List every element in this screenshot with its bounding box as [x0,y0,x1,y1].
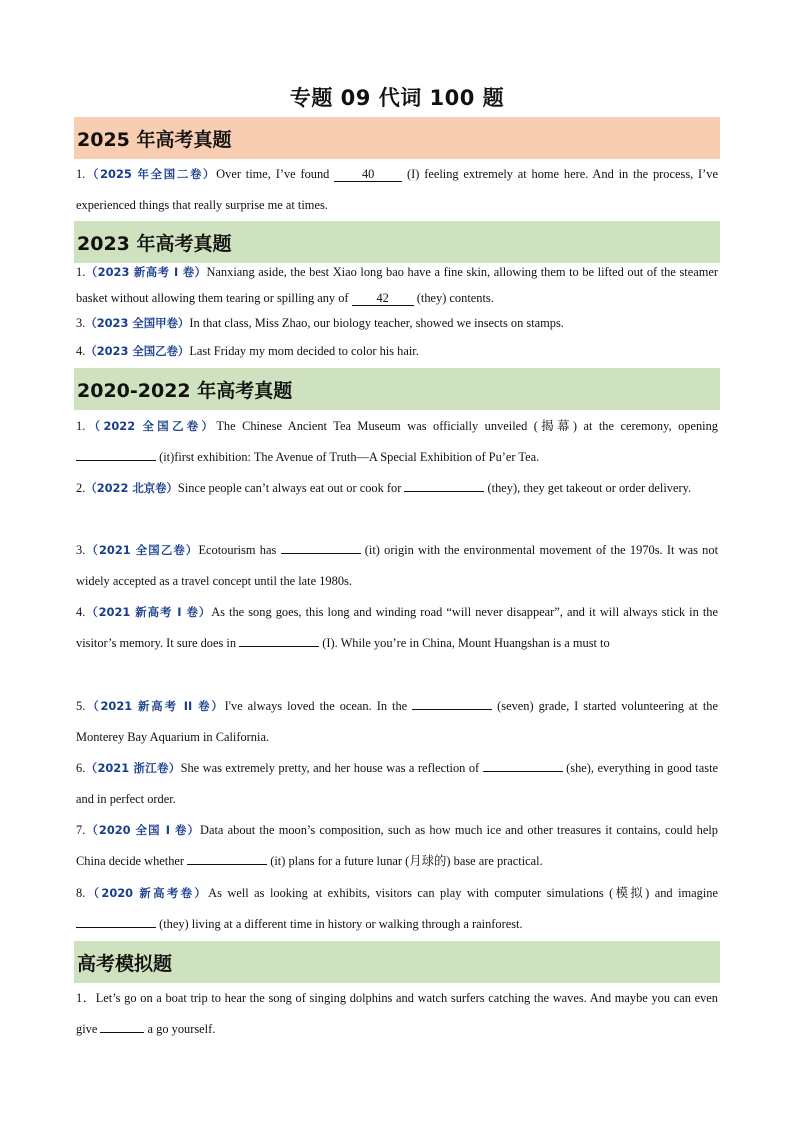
question-source: （2020 新高考卷） [85,886,209,900]
question-2020-7: 7.（2020 全国 I 卷）Data about the moon’s composition, such as how much ice and other treasures it contains, could help China decide whether (it) plans for a future lunar (月球的) base are practical. [76,823,719,868]
answer-blank[interactable] [412,695,492,710]
section-heading-mock: 高考模拟题 [74,941,720,983]
question-source: （2021 浙江卷） [85,761,181,775]
answer-blank[interactable] [187,850,267,865]
answer-blank[interactable]: 40 [334,167,402,182]
question-source: （2020 全国 I 卷） [85,823,201,837]
question-2022-2: 2.（2022 北京卷）Since people can’t always eat out or cook for (they), they get takeout or order delivery. [76,473,718,504]
question-mock-1: 1．Let’s go on a boat trip to hear the song of singing dolphins and watch surfers catching the waves. And maybe you can even give a go yourself. [76,991,718,1036]
question-2021-4: 4.（2021 新高考 I 卷）As the song goes, this long and winding road “will never disappear”, and it will always stick in the visitor’s memory. It sure does in (I). While you’re in China, Mount Huangshan is a must to [76,605,718,650]
question-source: （2025 年全国二卷） [85,167,217,181]
answer-blank[interactable] [483,757,563,772]
question-source: （2023 全国甲卷） [85,316,190,330]
question-source: （2023 全国乙卷） [85,344,190,358]
question-source: （2021 全国乙卷） [85,543,199,557]
question-2022-1: 1.（2022 全国乙卷）The Chinese Ancient Tea Museum was officially unveiled (揭幕) at the ceremony, opening (it)first exhibition: The Avenue of Truth—A Special Exhibition of Pu’er Tea. [76,419,718,464]
answer-blank[interactable] [281,539,361,554]
section-heading-2025: 2025 年高考真题 [74,117,720,159]
question-source: （2021 新高考 I 卷） [85,605,212,619]
question-2020-8: 8.（2020 新高考卷）As well as looking at exhibits, visitors can play with computer simulations (模拟) and imagine (they) living at a different time in history or walking through a rainforest. [76,886,718,931]
question-2021-5: 5.（2021 新高考 II 卷）I've always loved the ocean. In the (seven) grade, I started volunteering at the Monterey Bay Aquarium in California. [76,691,718,753]
answer-blank[interactable]: 42 [352,291,414,306]
answer-blank[interactable] [76,913,156,928]
question-2023-3: 3.（2023 全国甲卷）In that class, Miss Zhao, our biology teacher, showed we insects on stamps. [76,316,564,330]
question-2023-1: 1.（2023 新高考 I 卷）Nanxiang aside, the best Xiao long bao have a fine skin, allowing them to be lifted out of the steamer basket without allowing them tearing or spilling any of 42 (they) contents. [76,265,719,305]
question-source: （2022 全国乙卷） [85,419,217,433]
question-source: （2023 新高考 I 卷） [85,265,207,279]
section-heading-2023: 2023 年高考真题 [74,221,720,263]
answer-blank[interactable] [100,1018,144,1033]
question-2021-3: 3.（2021 全国乙卷）Ecotourism has (it) origin with the environmental movement of the 1970s. It was not widely accepted as a travel concept until the late 1980s. [76,535,718,597]
question-2025-1: 1.（2025 年全国二卷）Over time, I’ve found 40 (I) feeling extremely at home here. And in the process, I’ve experienced things that really surprise me at times. [76,167,719,212]
answer-blank[interactable] [76,446,156,461]
question-2023-4: 4.（2023 全国乙卷）Last Friday my mom decided to color his hair. [76,344,419,358]
question-2021-6: 6.（2021 浙江卷）She was extremely pretty, and her house was a reflection of (she), everything in good taste and in perfect order. [76,753,718,815]
question-source: （2021 新高考 II 卷） [85,699,225,713]
answer-blank[interactable] [239,632,319,647]
page-title: 专题 09 代词 100 题 [289,86,505,110]
question-source: （2022 北京卷） [85,481,178,495]
answer-blank[interactable] [404,477,484,492]
section-heading-2020-2022: 2020-2022 年高考真题 [74,368,720,410]
